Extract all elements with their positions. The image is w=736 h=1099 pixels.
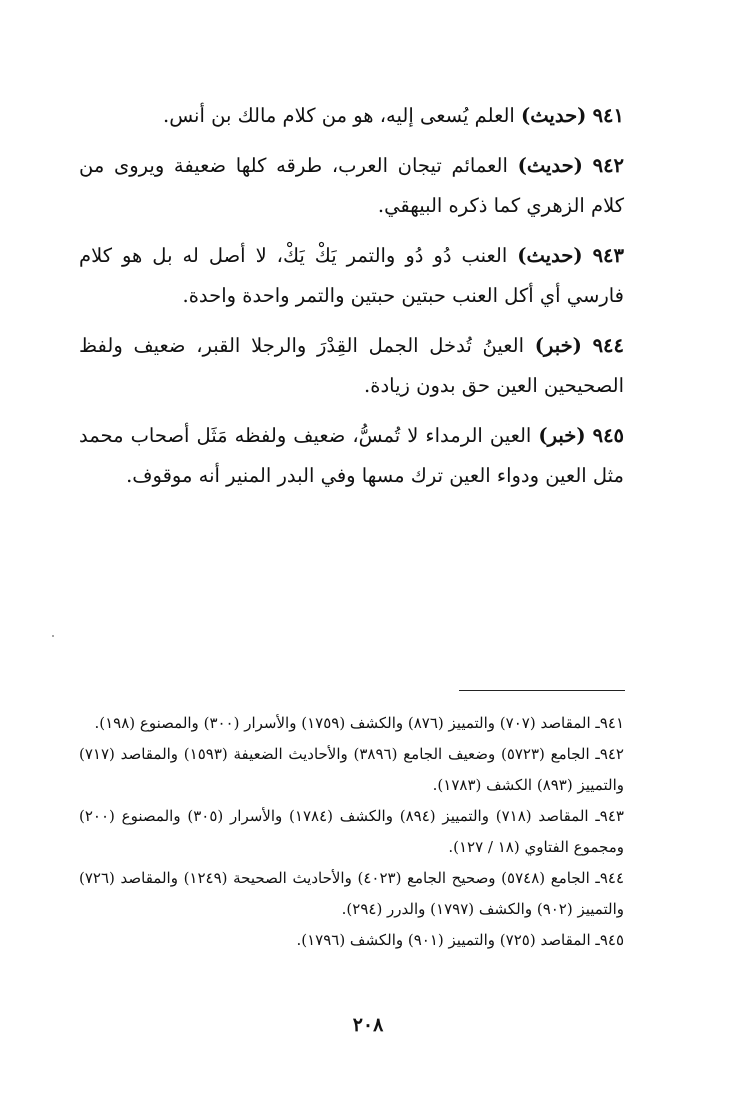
entry-text: العين الرمداء لا تُمسُّ، ضعيف ولفظه مَثَل أصحاب محمد مثل العين ودواء العين ترك مسها وفي البدر المنير أنه موقوف. <box>79 424 624 487</box>
footnote-number: ٩٤٢ـ <box>595 745 624 763</box>
entry-number: ٩٤٢ <box>592 154 625 177</box>
entry-tag: (حديث) <box>517 154 583 177</box>
footnote-number: ٩٤٣ـ <box>595 807 624 825</box>
entry-944 <box>79 326 624 406</box>
entry-number: ٩٤٥ <box>592 424 625 447</box>
footnotes <box>79 708 624 956</box>
footnote-number: ٩٤٤ـ <box>595 869 624 887</box>
entry-number: ٩٤١ <box>592 104 624 127</box>
main-text <box>79 96 624 506</box>
footnote-942 <box>79 739 624 801</box>
entry-tag: (حديث) <box>517 244 583 267</box>
footnote-941 <box>79 708 624 739</box>
footnote-number: ٩٤٥ـ <box>595 931 624 949</box>
footnote-943 <box>79 801 624 863</box>
entry-tag: (حديث) <box>521 104 587 127</box>
entry-text: العلم يُسعى إليه، هو من كلام مالك بن أنس. <box>163 104 515 127</box>
footnote-text: المقاصد (٧٢٥) والتمييز (٩٠١) والكشف (١٧٩٦). <box>296 931 591 949</box>
entry-number: ٩٤٣ <box>592 244 624 267</box>
entry-tag: (خبر) <box>534 334 582 357</box>
footnote-text: المقاصد (٧١٨) والتمييز (٨٩٤) والكشف (١٧٨٤) والأسرار (٣٠٥) والمصنوع (٢٠٠) ومجموع الفتاوي (١٨ / ١٢٧). <box>79 807 624 856</box>
footnote-text: المقاصد (٧٠٧) والتمييز (٨٧٦) والكشف (١٧٥٩) والأسرار (٣٠٠) والمصنوع (١٩٨). <box>94 714 591 732</box>
entry-tag: (خبر) <box>538 424 586 447</box>
entry-number: ٩٤٤ <box>592 334 624 357</box>
footnote-number: ٩٤١ـ <box>595 714 624 732</box>
footnote-944 <box>79 863 624 925</box>
entry-text: العمائم تيجان العرب، طرقه كلها ضعيفة ويروى من كلام الزهري كما ذكره البيهقي. <box>79 154 624 217</box>
footnote-text: الجامع (٥٧٢٣) وضعيف الجامع (٣٨٩٦) والأحاديث الضعيفة (١٥٩٣) والمقاصد (٧١٧) والتمييز (٨٩٣) الكشف (١٧٨٣). <box>79 745 624 794</box>
footnote-divider <box>459 690 625 691</box>
entry-941 <box>79 96 624 136</box>
footnote-945 <box>79 925 624 956</box>
footnote-text: الجامع (٥٧٤٨) وصحيح الجامع (٤٠٢٣) والأحاديث الصحيحة (١٢٤٩) والمقاصد (٧٢٦) والتمييز (٩٠٢) والكشف (١٧٩٧) والدرر (٢٩٤). <box>79 869 624 918</box>
page-number: ٢٠٨ <box>352 1014 384 1036</box>
entry-945 <box>79 416 624 496</box>
entry-943 <box>79 236 624 316</box>
entry-942 <box>79 146 624 226</box>
entry-text: العينُ تُدخل الجمل القِدْرَ والرجلا القبر، ضعيف ولفظ الصحيحين العين حق بدون زيادة. <box>79 334 624 397</box>
scan-speck <box>52 635 54 637</box>
entry-text: العنب دُو دُو والتمر يَكْ يَكْ، لا أصل له بل هو كلام فارسي أي أكل العنب حبتين حبتين والتمر واحدة واحدة. <box>79 244 624 307</box>
